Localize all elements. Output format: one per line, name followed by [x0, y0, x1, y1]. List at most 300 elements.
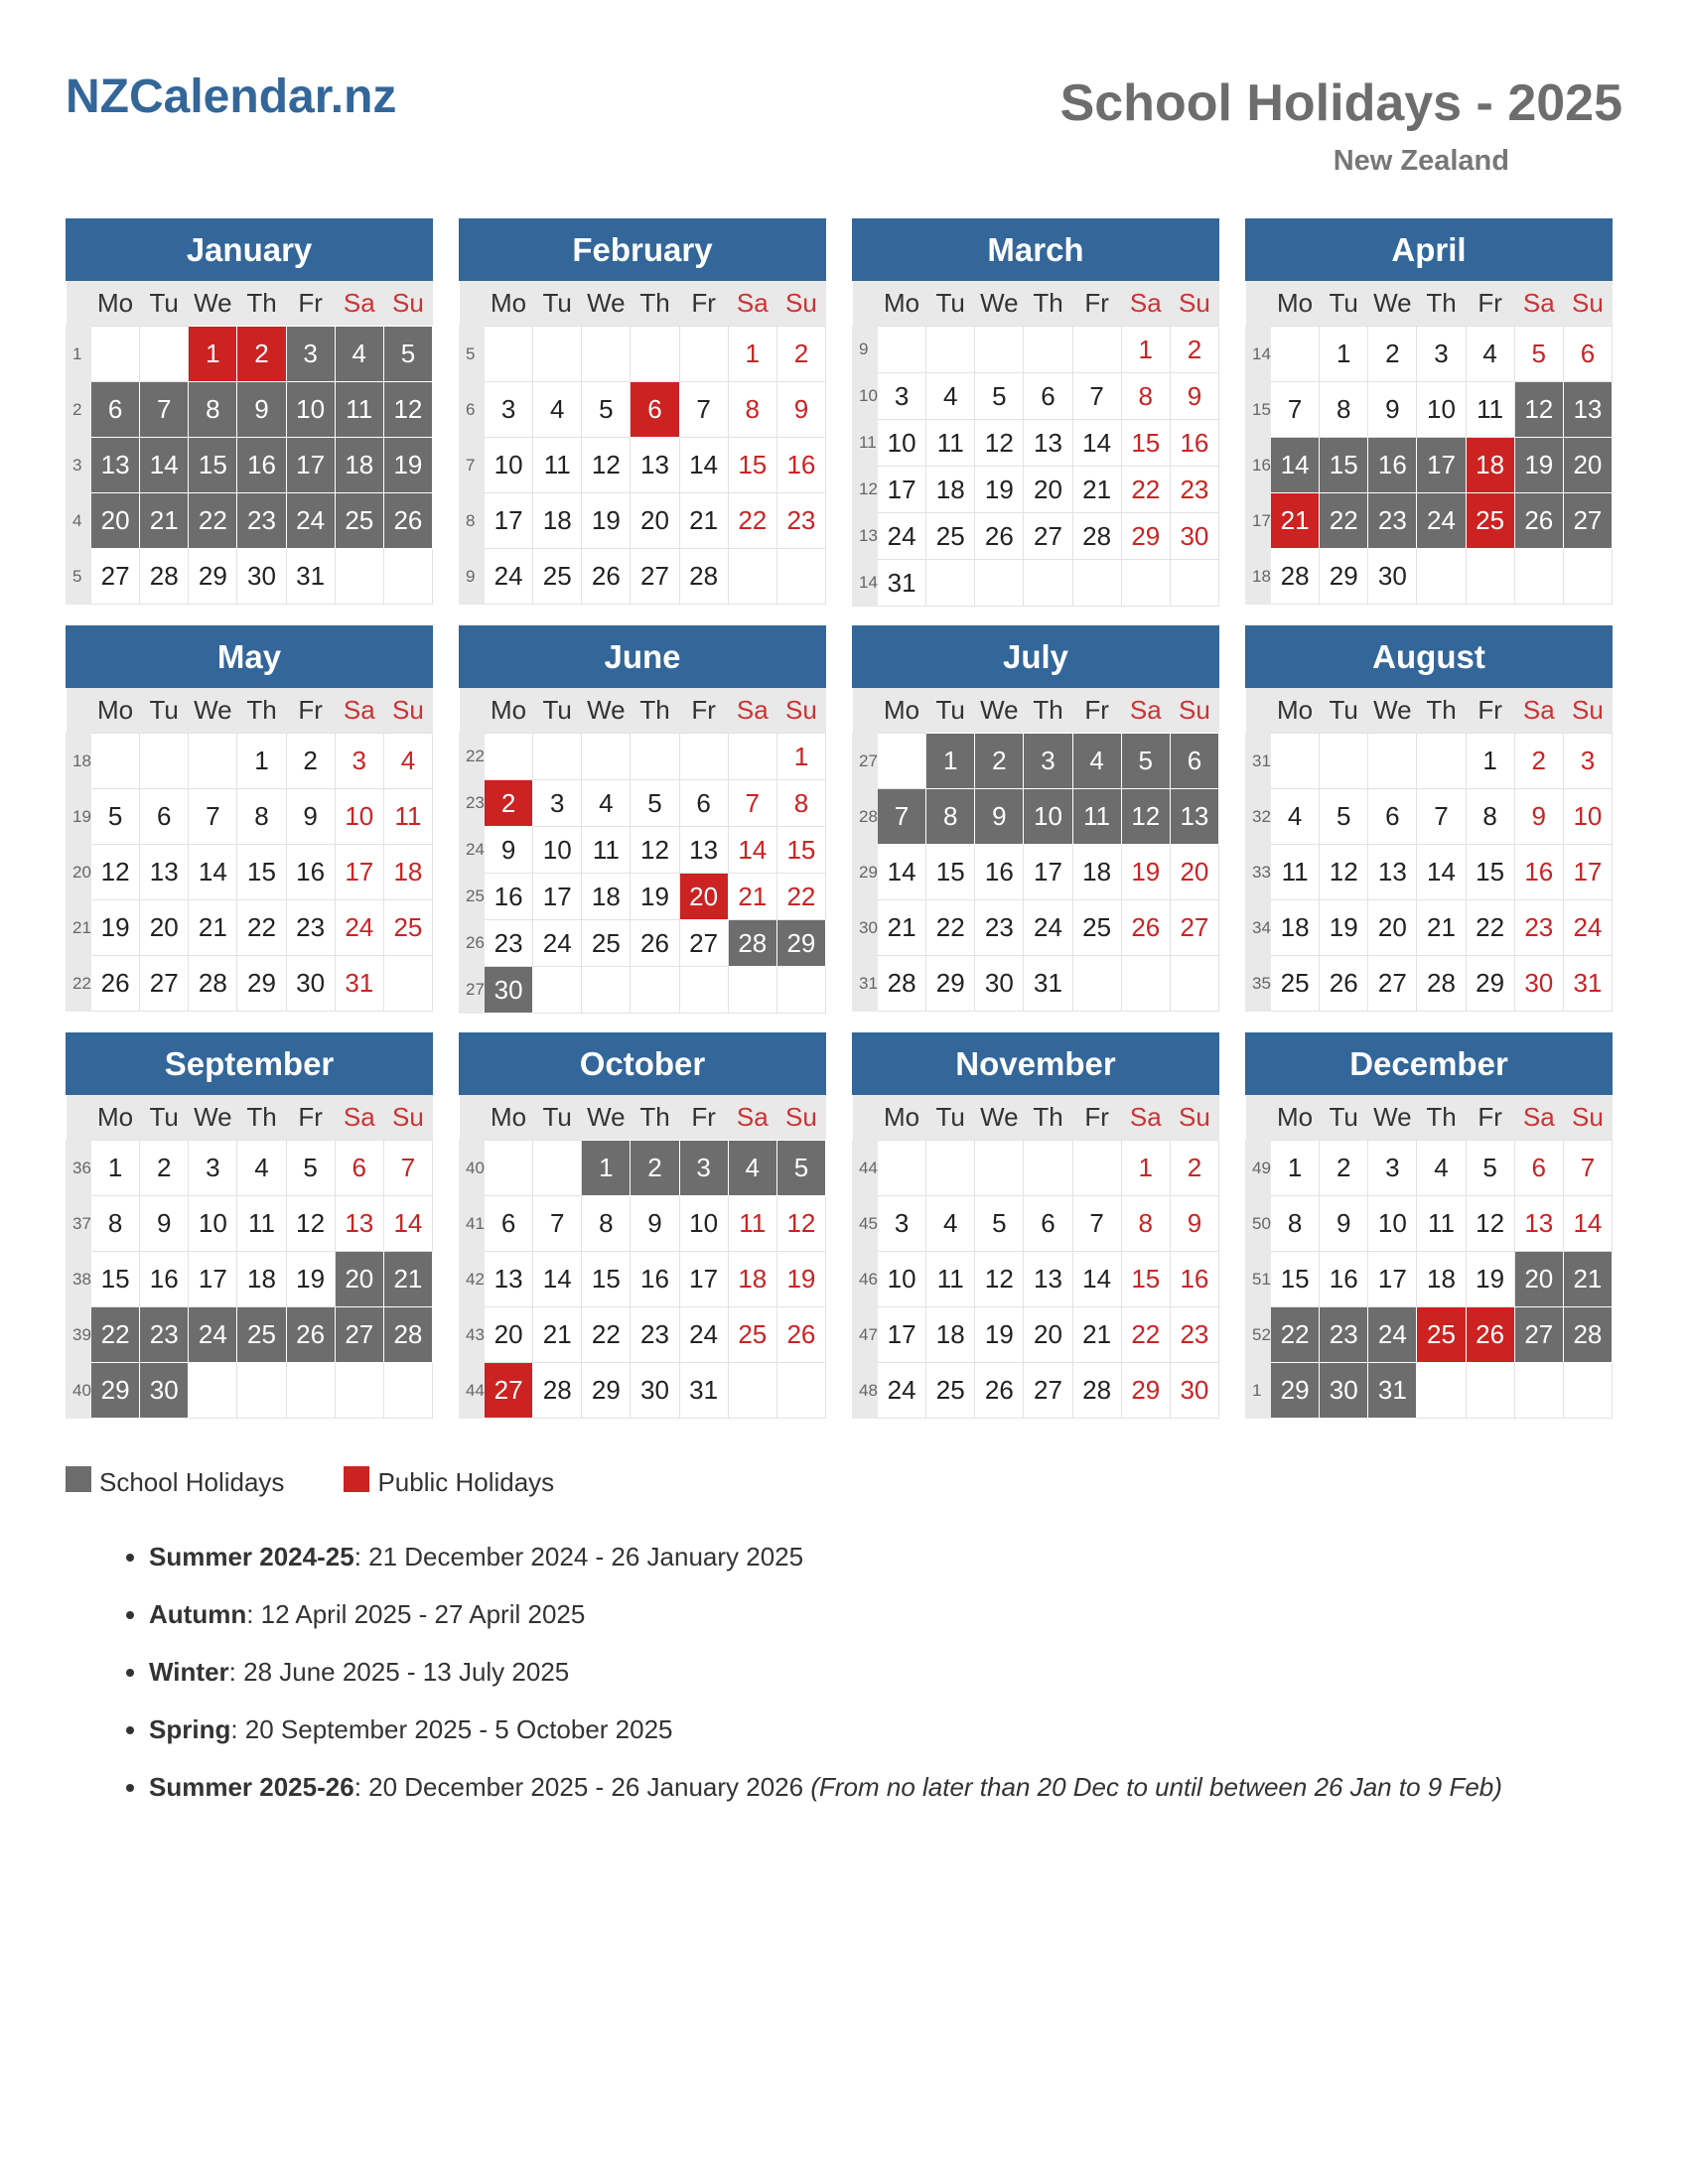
- day-cell: 12: [776, 1196, 825, 1252]
- day-cell: 26: [1320, 956, 1368, 1012]
- week-number: 18: [67, 734, 91, 789]
- week-row: [67, 1252, 433, 1307]
- week-row: [460, 549, 826, 605]
- week-row: [1246, 734, 1613, 789]
- day-cell: 24: [878, 1363, 926, 1419]
- empty-cell: [1563, 1363, 1612, 1419]
- week-row: [460, 967, 826, 1014]
- month-title: November: [852, 1032, 1219, 1095]
- day-cell: 26: [91, 956, 140, 1012]
- day-cell: 10: [485, 438, 533, 493]
- day-cell: 11: [728, 1196, 776, 1252]
- day-cell: 25: [335, 493, 383, 549]
- day-cell: 7: [679, 382, 728, 438]
- day-cell: 6: [91, 382, 140, 438]
- day-cell: 23: [631, 1307, 679, 1363]
- month-table: [1245, 1095, 1613, 1419]
- day-cell: 10: [533, 827, 582, 874]
- day-cell: 29: [91, 1363, 140, 1419]
- month-table: [1245, 281, 1613, 605]
- day-cell: 25: [533, 549, 582, 605]
- holiday-period-name: Summer 2025-26: [149, 1772, 354, 1802]
- empty-cell: [728, 967, 776, 1014]
- day-cell: 4: [335, 327, 383, 382]
- holiday-dates-list: [109, 1541, 1502, 1829]
- day-cell: 18: [1466, 438, 1514, 493]
- weekday-header: Fr: [1466, 688, 1514, 734]
- month-title: April: [1245, 218, 1613, 281]
- month-march: [852, 218, 1219, 607]
- day-cell: 23: [1170, 467, 1218, 513]
- day-cell: 3: [679, 1141, 728, 1196]
- empty-cell: [631, 734, 679, 780]
- day-cell: 10: [189, 1196, 237, 1252]
- day-cell: 8: [1121, 1196, 1170, 1252]
- day-cell: 18: [1271, 900, 1320, 956]
- weekday-header: Fr: [286, 1095, 335, 1141]
- weekday-header: Mo: [878, 1095, 926, 1141]
- day-cell: 22: [776, 874, 825, 920]
- day-cell: 17: [189, 1252, 237, 1307]
- empty-cell: [1170, 560, 1218, 607]
- week-number: 9: [460, 549, 485, 605]
- site-logo[interactable]: NZCalendar.nz: [66, 70, 397, 123]
- day-cell: 25: [926, 513, 975, 560]
- day-cell: 1: [728, 327, 776, 382]
- day-cell: 29: [1121, 513, 1170, 560]
- day-cell: 14: [679, 438, 728, 493]
- week-number: 48: [853, 1363, 878, 1419]
- empty-cell: [926, 327, 975, 373]
- week-number: 15: [1246, 382, 1271, 438]
- weekday-header: Tu: [1320, 688, 1368, 734]
- day-cell: 25: [383, 900, 432, 956]
- day-cell: 23: [1514, 900, 1563, 956]
- weekday-header: Fr: [1466, 281, 1514, 327]
- empty-cell: [878, 734, 926, 789]
- day-cell: 7: [1072, 1196, 1121, 1252]
- day-cell: 6: [1368, 789, 1417, 845]
- day-cell: 14: [878, 845, 926, 900]
- day-cell: 14: [189, 845, 237, 900]
- weekday-header: Th: [237, 281, 286, 327]
- day-cell: 30: [1170, 1363, 1218, 1419]
- day-cell: 20: [1368, 900, 1417, 956]
- day-cell: 24: [1417, 493, 1466, 549]
- weekday-header: Th: [1417, 1095, 1466, 1141]
- day-cell: 21: [679, 493, 728, 549]
- day-cell: 22: [1121, 1307, 1170, 1363]
- day-cell: 22: [728, 493, 776, 549]
- day-cell: 12: [91, 845, 140, 900]
- day-cell: 27: [91, 549, 140, 605]
- weekday-header: Tu: [926, 281, 975, 327]
- day-cell: 13: [631, 438, 679, 493]
- weekday-header: Su: [776, 688, 825, 734]
- day-cell: 2: [140, 1141, 189, 1196]
- week-row: [853, 1252, 1219, 1307]
- weekday-header: Su: [1563, 688, 1612, 734]
- weekday-header: Fr: [286, 688, 335, 734]
- empty-cell: [140, 734, 189, 789]
- day-cell: 16: [776, 438, 825, 493]
- day-cell: 5: [975, 1196, 1024, 1252]
- week-row: [1246, 1307, 1613, 1363]
- week-number: 1: [1246, 1363, 1271, 1419]
- day-cell: 26: [1466, 1307, 1514, 1363]
- week-row: [853, 789, 1219, 845]
- week-number: 7: [460, 438, 485, 493]
- weekday-header: Tu: [140, 281, 189, 327]
- weekday-header: Mo: [485, 281, 533, 327]
- day-cell: 5: [1121, 734, 1170, 789]
- holiday-period-name: Autumn: [149, 1599, 247, 1629]
- day-cell: 14: [1072, 1252, 1121, 1307]
- day-cell: 21: [1563, 1252, 1612, 1307]
- day-cell: 17: [485, 493, 533, 549]
- day-cell: 14: [1072, 420, 1121, 467]
- weekday-header: We: [1368, 281, 1417, 327]
- empty-cell: [631, 327, 679, 382]
- day-cell: 24: [1024, 900, 1072, 956]
- month-title: July: [852, 625, 1219, 688]
- week-number: 2: [67, 382, 91, 438]
- day-cell: 3: [1563, 734, 1612, 789]
- day-cell: 27: [1024, 513, 1072, 560]
- day-cell: 5: [1466, 1141, 1514, 1196]
- day-cell: 25: [1072, 900, 1121, 956]
- week-number-header: [1246, 1095, 1271, 1141]
- day-cell: 21: [1271, 493, 1320, 549]
- day-cell: 10: [335, 789, 383, 845]
- week-number-header: [67, 1095, 91, 1141]
- week-number: 44: [853, 1141, 878, 1196]
- day-cell: 30: [1514, 956, 1563, 1012]
- day-cell: 20: [679, 874, 728, 920]
- day-cell: 19: [383, 438, 432, 493]
- day-cell: 1: [1466, 734, 1514, 789]
- day-cell: 13: [1024, 420, 1072, 467]
- day-cell: 28: [1563, 1307, 1612, 1363]
- day-cell: 8: [1121, 373, 1170, 420]
- week-number: 17: [1246, 493, 1271, 549]
- empty-cell: [1417, 1363, 1466, 1419]
- day-cell: 8: [1466, 789, 1514, 845]
- day-cell: 4: [533, 382, 582, 438]
- week-number: 16: [1246, 438, 1271, 493]
- day-cell: 19: [286, 1252, 335, 1307]
- day-cell: 13: [485, 1252, 533, 1307]
- week-number-header: [853, 1095, 878, 1141]
- day-cell: 29: [1121, 1363, 1170, 1419]
- day-cell: 17: [533, 874, 582, 920]
- weekday-header: We: [975, 281, 1024, 327]
- week-row: [853, 420, 1219, 467]
- week-number: 22: [460, 734, 485, 780]
- empty-cell: [383, 549, 432, 605]
- day-cell: 24: [533, 920, 582, 967]
- weekday-header: Tu: [140, 688, 189, 734]
- weekday-header: Th: [631, 688, 679, 734]
- day-cell: 14: [1563, 1196, 1612, 1252]
- week-number: 37: [67, 1196, 91, 1252]
- day-cell: 31: [679, 1363, 728, 1419]
- empty-cell: [1024, 560, 1072, 607]
- holiday-period-item: [149, 1656, 1502, 1688]
- month-title: March: [852, 218, 1219, 281]
- weekday-header: Sa: [1121, 1095, 1170, 1141]
- day-cell: 27: [335, 1307, 383, 1363]
- day-cell: 18: [728, 1252, 776, 1307]
- day-cell: 24: [1368, 1307, 1417, 1363]
- week-row: [460, 1307, 826, 1363]
- day-cell: 13: [140, 845, 189, 900]
- empty-cell: [485, 734, 533, 780]
- day-cell: 15: [1121, 420, 1170, 467]
- weekday-header: Mo: [91, 1095, 140, 1141]
- day-cell: 23: [1170, 1307, 1218, 1363]
- day-cell: 16: [140, 1252, 189, 1307]
- day-cell: 22: [926, 900, 975, 956]
- holiday-period-name: Summer 2024-25: [149, 1542, 354, 1571]
- week-row: [1246, 900, 1613, 956]
- day-cell: 19: [582, 493, 631, 549]
- holiday-period-item: [149, 1713, 1502, 1745]
- day-cell: 16: [1170, 420, 1218, 467]
- day-cell: 1: [237, 734, 286, 789]
- day-cell: 18: [335, 438, 383, 493]
- day-cell: 1: [1121, 1141, 1170, 1196]
- day-cell: 13: [335, 1196, 383, 1252]
- empty-cell: [728, 1363, 776, 1419]
- weekday-header: Th: [1024, 688, 1072, 734]
- month-january: [66, 218, 433, 605]
- weekday-header: Fr: [1072, 688, 1121, 734]
- week-row: [67, 1363, 433, 1419]
- week-number-header: [1246, 281, 1271, 327]
- day-cell: 24: [485, 549, 533, 605]
- day-cell: 5: [286, 1141, 335, 1196]
- day-cell: 10: [1563, 789, 1612, 845]
- week-number: 49: [1246, 1141, 1271, 1196]
- week-number-header: [853, 281, 878, 327]
- week-number: 30: [853, 900, 878, 956]
- day-cell: 19: [1514, 438, 1563, 493]
- day-cell: 18: [926, 1307, 975, 1363]
- week-number: 31: [853, 956, 878, 1012]
- week-number: 22: [67, 956, 91, 1012]
- month-title: December: [1245, 1032, 1613, 1095]
- empty-cell: [1024, 1141, 1072, 1196]
- day-cell: 2: [1320, 1141, 1368, 1196]
- day-cell: 19: [91, 900, 140, 956]
- month-title: June: [459, 625, 826, 688]
- day-cell: 9: [237, 382, 286, 438]
- week-row: [67, 438, 433, 493]
- day-cell: 5: [975, 373, 1024, 420]
- day-cell: 21: [383, 1252, 432, 1307]
- month-table: [66, 688, 433, 1012]
- day-cell: 11: [1466, 382, 1514, 438]
- week-row: [1246, 1141, 1613, 1196]
- empty-cell: [1121, 956, 1170, 1012]
- week-row: [67, 789, 433, 845]
- weekday-header: Th: [1417, 688, 1466, 734]
- week-number: 14: [1246, 327, 1271, 382]
- week-row: [67, 1307, 433, 1363]
- weekday-header: Fr: [679, 688, 728, 734]
- weekday-header: Mo: [485, 1095, 533, 1141]
- day-cell: 23: [237, 493, 286, 549]
- day-cell: 11: [533, 438, 582, 493]
- day-cell: 11: [926, 1252, 975, 1307]
- day-cell: 10: [286, 382, 335, 438]
- day-cell: 21: [533, 1307, 582, 1363]
- day-cell: 16: [631, 1252, 679, 1307]
- day-cell: 4: [1072, 734, 1121, 789]
- month-table: [852, 1095, 1219, 1419]
- week-row: [460, 1363, 826, 1419]
- week-row: [460, 1252, 826, 1307]
- day-cell: 18: [533, 493, 582, 549]
- day-cell: 23: [975, 900, 1024, 956]
- day-cell: 22: [1271, 1307, 1320, 1363]
- holiday-period-dates: : 28 June 2025 - 13 July 2025: [228, 1657, 570, 1687]
- day-cell: 3: [878, 373, 926, 420]
- day-cell: 3: [533, 780, 582, 827]
- day-cell: 20: [631, 493, 679, 549]
- day-cell: 11: [383, 789, 432, 845]
- day-cell: 10: [1417, 382, 1466, 438]
- day-cell: 18: [1417, 1252, 1466, 1307]
- weekday-header: Su: [776, 1095, 825, 1141]
- day-cell: 22: [189, 493, 237, 549]
- weekday-header: Sa: [1514, 281, 1563, 327]
- day-cell: 8: [1320, 382, 1368, 438]
- day-cell: 20: [485, 1307, 533, 1363]
- weekday-header: Sa: [1121, 688, 1170, 734]
- day-cell: 15: [582, 1252, 631, 1307]
- weekday-header: Mo: [1271, 1095, 1320, 1141]
- day-cell: 16: [286, 845, 335, 900]
- weekday-header: Mo: [91, 281, 140, 327]
- month-title: October: [459, 1032, 826, 1095]
- day-cell: 16: [1368, 438, 1417, 493]
- day-cell: 30: [286, 956, 335, 1012]
- week-number-header: [1246, 688, 1271, 734]
- day-cell: 6: [1563, 327, 1612, 382]
- day-cell: 22: [1121, 467, 1170, 513]
- day-cell: 12: [1514, 382, 1563, 438]
- day-cell: 31: [335, 956, 383, 1012]
- week-number: 44: [460, 1363, 485, 1419]
- week-row: [1246, 1363, 1613, 1419]
- day-cell: 6: [1170, 734, 1218, 789]
- weekday-header: Th: [237, 688, 286, 734]
- week-number: 21: [67, 900, 91, 956]
- empty-cell: [533, 1141, 582, 1196]
- day-cell: 6: [335, 1141, 383, 1196]
- week-row: [853, 513, 1219, 560]
- weekday-header: Tu: [926, 688, 975, 734]
- weekday-header: Sa: [1514, 688, 1563, 734]
- day-cell: 12: [975, 420, 1024, 467]
- day-cell: 30: [237, 549, 286, 605]
- day-cell: 5: [1514, 327, 1563, 382]
- day-cell: 30: [140, 1363, 189, 1419]
- month-july: [852, 625, 1219, 1012]
- day-cell: 13: [1368, 845, 1417, 900]
- weekday-header: Mo: [91, 688, 140, 734]
- week-row: [1246, 789, 1613, 845]
- day-cell: 4: [383, 734, 432, 789]
- day-cell: 7: [1417, 789, 1466, 845]
- week-number: 29: [853, 845, 878, 900]
- day-cell: 17: [286, 438, 335, 493]
- holiday-period-item: [149, 1598, 1502, 1630]
- day-cell: 26: [582, 549, 631, 605]
- day-cell: 31: [1368, 1363, 1417, 1419]
- month-october: [459, 1032, 826, 1419]
- month-april: [1245, 218, 1613, 605]
- month-table: [66, 281, 433, 605]
- day-cell: 15: [1121, 1252, 1170, 1307]
- weekday-header: We: [582, 1095, 631, 1141]
- day-cell: 19: [1121, 845, 1170, 900]
- day-cell: 25: [1417, 1307, 1466, 1363]
- day-cell: 29: [926, 956, 975, 1012]
- day-cell: 20: [1170, 845, 1218, 900]
- day-cell: 2: [286, 734, 335, 789]
- month-november: [852, 1032, 1219, 1419]
- empty-cell: [1170, 956, 1218, 1012]
- day-cell: 16: [975, 845, 1024, 900]
- empty-cell: [776, 967, 825, 1014]
- weekday-header: We: [582, 688, 631, 734]
- empty-cell: [975, 560, 1024, 607]
- empty-cell: [533, 327, 582, 382]
- week-number-header: [67, 688, 91, 734]
- empty-cell: [631, 967, 679, 1014]
- day-cell: 9: [1320, 1196, 1368, 1252]
- day-cell: 1: [1271, 1141, 1320, 1196]
- public-holiday-swatch: [344, 1466, 369, 1492]
- week-row: [67, 493, 433, 549]
- day-cell: 4: [237, 1141, 286, 1196]
- day-cell: 27: [485, 1363, 533, 1419]
- day-cell: 7: [728, 780, 776, 827]
- weekday-header: We: [189, 688, 237, 734]
- week-number: 3: [67, 438, 91, 493]
- day-cell: 6: [631, 382, 679, 438]
- day-cell: 23: [140, 1307, 189, 1363]
- weekday-header: Sa: [728, 281, 776, 327]
- empty-cell: [582, 967, 631, 1014]
- month-august: [1245, 625, 1613, 1012]
- day-cell: 5: [1320, 789, 1368, 845]
- week-number: 50: [1246, 1196, 1271, 1252]
- weekday-header: Th: [1024, 1095, 1072, 1141]
- day-cell: 27: [1170, 900, 1218, 956]
- day-cell: 15: [237, 845, 286, 900]
- empty-cell: [1072, 1141, 1121, 1196]
- week-number: 14: [853, 560, 878, 607]
- empty-cell: [1417, 549, 1466, 605]
- day-cell: 12: [631, 827, 679, 874]
- day-cell: 20: [1514, 1252, 1563, 1307]
- day-cell: 3: [286, 327, 335, 382]
- week-number: 10: [853, 373, 878, 420]
